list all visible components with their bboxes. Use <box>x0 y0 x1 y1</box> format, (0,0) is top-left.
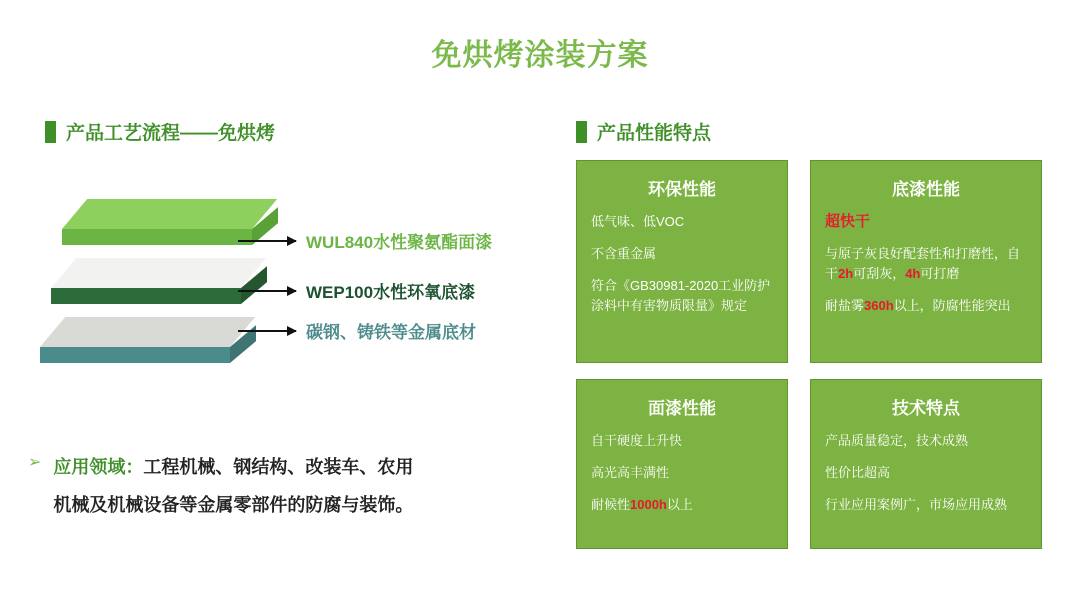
card-text-emphasis: 超快干 <box>825 213 871 230</box>
card-body <box>825 212 1027 316</box>
card-text: 高光高丰满性 <box>591 465 670 480</box>
card-text: 可打磨 <box>920 266 960 281</box>
section-heading-process <box>45 118 275 145</box>
layer-label-topcoat: WUL840水性聚氨酯面漆 <box>306 233 493 252</box>
card-line <box>591 212 773 232</box>
card-text: 不含重金属 <box>591 246 657 261</box>
card-body <box>825 431 1027 515</box>
card-text-emphasis: 360h <box>864 298 894 313</box>
layer-label-primer: WEP100水性环氧底漆 <box>306 283 476 302</box>
card-title: 底漆性能 <box>892 180 960 199</box>
card-body <box>591 212 773 316</box>
arrow-right-icon <box>238 290 296 292</box>
slab-top-face <box>40 317 255 347</box>
application-field-lead: 应用领域： <box>53 457 144 477</box>
card-text: 低气味、低VOC <box>591 214 685 229</box>
card-text-emphasis: 4h <box>905 266 921 281</box>
card-title: 环保性能 <box>648 180 716 199</box>
card-line <box>591 431 773 451</box>
section-heading-performance-label: 产品性能特点 <box>597 123 712 144</box>
card-line <box>825 431 1027 451</box>
card-line <box>591 244 773 264</box>
application-field-line1: 工程机械、钢结构、改装车、农用 <box>143 457 414 477</box>
card-text: 产品质量稳定，技术成熟 <box>825 433 969 448</box>
section-heading-process-label: 产品工艺流程——免烘烤 <box>66 123 276 144</box>
slab-front-face <box>40 347 230 363</box>
card-environmental-performance <box>576 160 788 363</box>
slab-front-face <box>51 288 241 304</box>
card-title: 面漆性能 <box>648 399 716 418</box>
layer-slab-primer <box>51 258 241 304</box>
slab-front-face <box>62 229 252 245</box>
card-line <box>825 244 1027 284</box>
card-title: 技术特点 <box>892 399 960 418</box>
application-field-line2: 机械及机械设备等金属零部件的防腐与装饰。 <box>53 495 414 515</box>
card-line <box>591 463 773 483</box>
card-text: 耐盐雾 <box>825 298 865 313</box>
section-heading-performance <box>576 118 711 145</box>
card-text: 符合《GB30981-2020工业防护涂料中有害物质限量》规定 <box>591 278 771 313</box>
layer-callout-topcoat <box>238 228 492 253</box>
arrow-right-icon <box>238 330 296 332</box>
card-line <box>825 296 1027 316</box>
card-line <box>825 495 1027 515</box>
card-text: 耐候性 <box>591 497 631 512</box>
arrow-right-icon <box>238 240 296 242</box>
card-line <box>825 212 1027 232</box>
layer-slab-topcoat <box>62 199 252 245</box>
card-text: 以上 <box>666 497 693 512</box>
section-marker-icon <box>576 121 587 143</box>
layer-callout-substrate <box>238 318 476 343</box>
card-text: 以上，防腐性能突出 <box>893 298 1011 313</box>
card-line <box>825 463 1027 483</box>
card-line <box>591 276 773 316</box>
layer-label-substrate: 碳钢、铸铁等金属底材 <box>306 323 476 342</box>
section-marker-icon <box>45 121 56 143</box>
layer-callout-primer <box>238 278 475 303</box>
slab-top-face <box>62 199 277 229</box>
page-title: 免烘烤涂装方案 <box>431 39 649 72</box>
card-text: 性价比超高 <box>825 465 891 480</box>
bullet-arrow-icon: ➢ <box>28 454 42 471</box>
slab-top-face <box>51 258 266 288</box>
card-body <box>591 431 773 515</box>
layer-slab-substrate <box>40 317 230 363</box>
card-primer-performance <box>810 160 1042 363</box>
card-text: 可刮灰， <box>853 266 906 281</box>
card-topcoat-performance <box>576 379 788 549</box>
card-line <box>591 495 773 515</box>
card-text: 行业应用案例广，市场应用成熟 <box>825 497 1008 512</box>
card-text-emphasis: 1000h <box>630 497 667 512</box>
card-text: 与原子灰良好配套性和打磨性，自干 <box>825 246 1021 281</box>
card-text: 自干硬度上升快 <box>591 433 683 448</box>
application-field-block <box>28 448 538 524</box>
card-text-emphasis: 2h <box>838 266 854 281</box>
card-technical-features <box>810 379 1042 549</box>
application-field-text <box>53 448 413 524</box>
